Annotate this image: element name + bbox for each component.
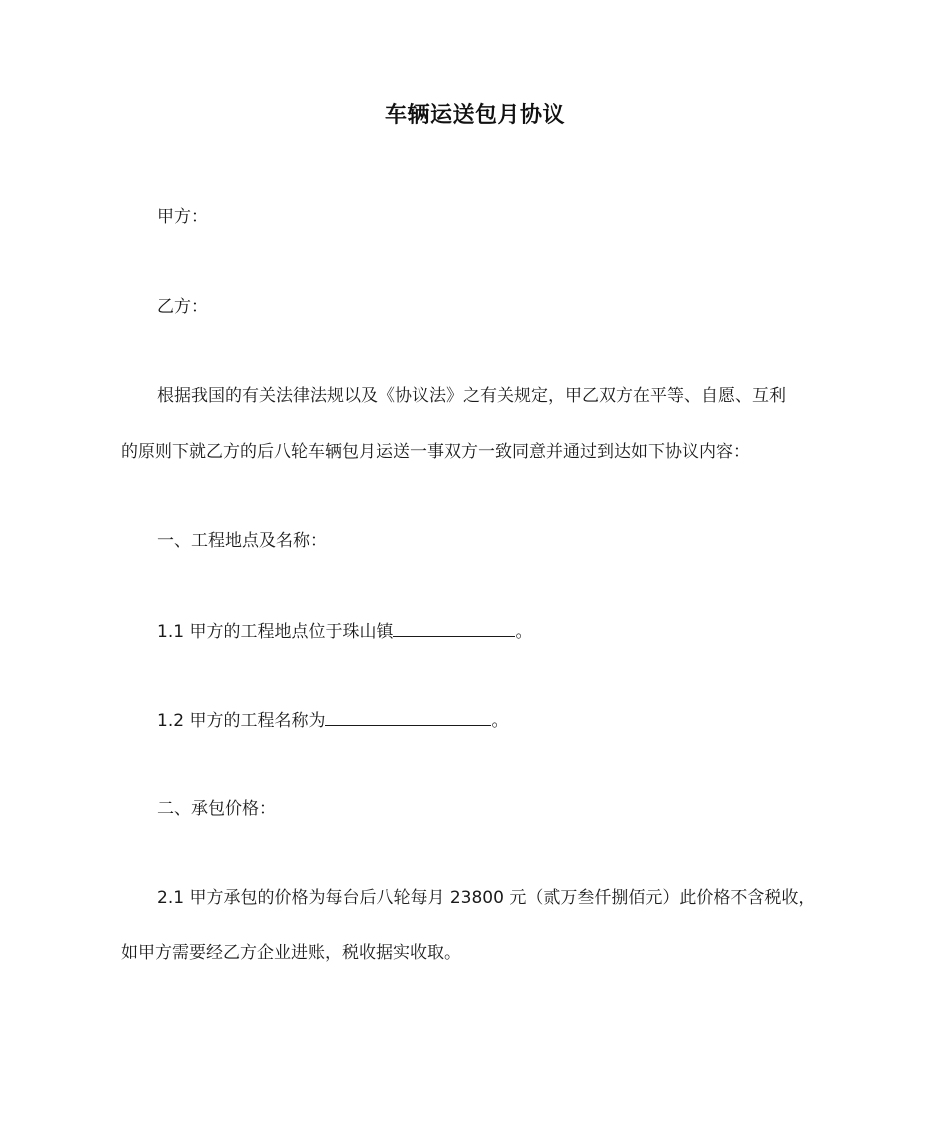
clause-2-1-line-1: 2.1 甲方承包的价格为每台后八轮每月 23800 元（贰万叁仟捌佰元）此价格不含税收， [157,888,816,908]
party-a-label: 甲方： [157,207,208,227]
clause-1-2-period: 。 [491,711,509,731]
clause-1-1-period: 。 [515,622,533,642]
intro-paragraph-line-2: 的原则下就乙方的后八轮车辆包月运送一事双方一致同意并通过到达如下协议内容： [121,442,750,462]
clause-1-2 [121,707,877,734]
intro-paragraph-line-1: 根据我国的有关法律法规以及《协议法》之有关规定，甲乙双方在平等、自愿、互利 [157,386,786,406]
party-b-label: 乙方： [157,297,208,317]
clause-2-1-line-2: 如甲方需要经乙方企业进账，税收据实收取。 [121,943,461,963]
location-blank-field[interactable] [393,618,515,637]
clause-1-1-text: 1.1 甲方的工程地点位于珠山镇 [157,622,394,642]
clause-1-1 [121,618,877,645]
document-title: 车辆运送包月协议 [384,103,565,128]
section-1-heading: 一、工程地点及名称： [157,531,327,551]
project-name-blank-field[interactable] [325,707,491,726]
section-2-heading: 二、承包价格： [157,799,276,819]
clause-1-2-text: 1.2 甲方的工程名称为 [157,711,326,731]
